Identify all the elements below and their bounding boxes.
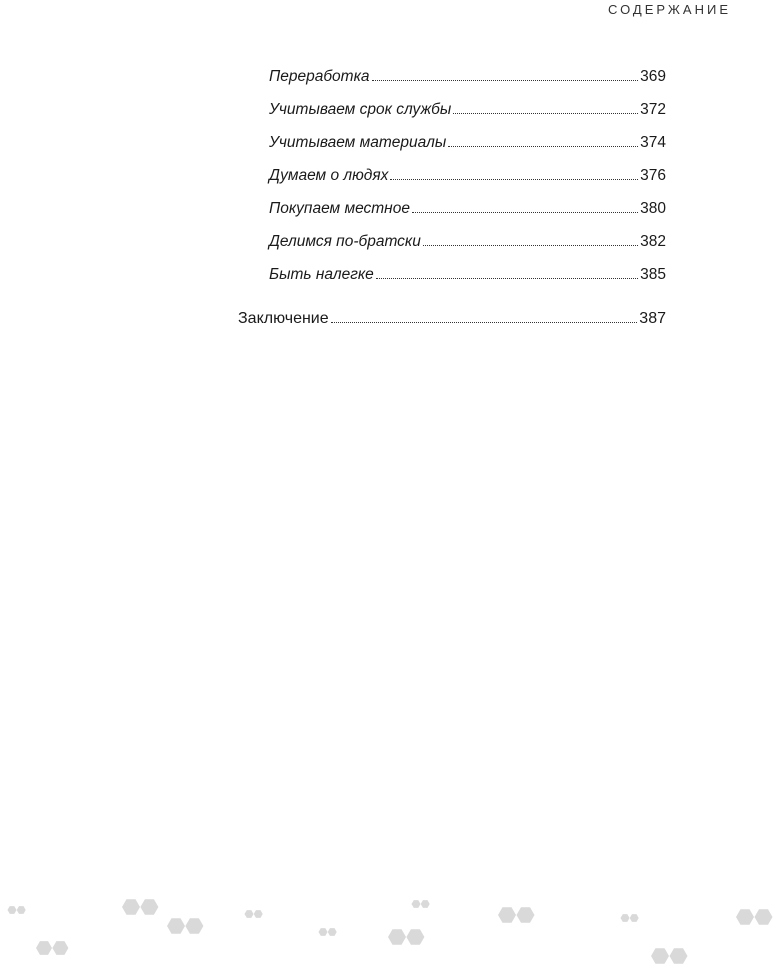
dot-leader	[376, 278, 638, 279]
toc-entry-title: Покупаем местное	[269, 200, 410, 217]
toc-entry-title: Заключение	[238, 310, 329, 327]
toc-entry-page: 385	[640, 266, 666, 283]
hexagon-shape	[406, 929, 424, 945]
table-of-contents	[238, 68, 666, 343]
toc-entry[interactable]	[238, 233, 666, 266]
toc-entry[interactable]	[238, 134, 666, 167]
hexagon-shape	[36, 941, 52, 955]
hexagon-shape	[651, 948, 669, 964]
hexagon-shape	[388, 929, 406, 945]
hexagon-shape	[755, 909, 773, 925]
toc-entry-title: Быть налегке	[269, 266, 374, 283]
hexagon-shape	[254, 910, 263, 918]
running-header: СОДЕРЖАНИЕ	[607, 2, 731, 17]
toc-entry[interactable]	[238, 101, 666, 134]
toc-entry[interactable]	[238, 68, 666, 101]
toc-entry-page: 372	[640, 101, 666, 118]
hexagon-shape	[52, 941, 68, 955]
dot-leader	[372, 80, 639, 81]
dot-leader	[453, 113, 638, 114]
dot-leader	[448, 146, 638, 147]
hexagon-shape	[736, 909, 754, 925]
hexagon-shape	[517, 907, 535, 923]
toc-entry-page: 376	[640, 167, 666, 184]
toc-entry-page: 387	[639, 310, 666, 327]
toc-entry[interactable]	[238, 167, 666, 200]
hexagon-shape	[185, 918, 203, 934]
dot-leader	[390, 179, 638, 180]
hexagon-shape	[630, 914, 639, 922]
toc-entry-title: Переработка	[269, 68, 370, 85]
toc-entry-page: 374	[640, 134, 666, 151]
hexagon-shape	[421, 900, 430, 908]
hexagon-shape	[328, 928, 337, 936]
toc-entry-conclusion[interactable]	[238, 310, 666, 343]
toc-entry-title: Делимся по-братски	[269, 233, 421, 250]
dot-leader	[331, 322, 638, 323]
toc-entry-title: Учитываем материалы	[269, 134, 447, 151]
hexagon-shape	[245, 910, 254, 918]
toc-entry-page: 382	[640, 233, 666, 250]
hexagon-pattern-icon	[0, 880, 781, 968]
toc-entry[interactable]	[238, 266, 666, 299]
toc-entry-title: Учитываем срок службы	[269, 101, 452, 118]
hexagon-shape	[8, 906, 17, 914]
hexagon-shape	[498, 907, 516, 923]
toc-entry-page: 369	[640, 68, 666, 85]
toc-entry-page: 380	[640, 200, 666, 217]
hexagon-shape	[319, 928, 328, 936]
dot-leader	[423, 245, 638, 246]
dot-leader	[412, 212, 638, 213]
hexagon-shape	[670, 948, 688, 964]
toc-entry[interactable]	[238, 200, 666, 233]
toc-entry-title: Думаем о людях	[269, 167, 389, 184]
hexagon-shape	[122, 899, 140, 915]
hexagon-shape	[17, 906, 26, 914]
hexagon-shape	[621, 914, 630, 922]
hexagon-shape	[412, 900, 421, 908]
hexagon-shape	[167, 918, 185, 934]
hexagon-shape	[140, 899, 158, 915]
